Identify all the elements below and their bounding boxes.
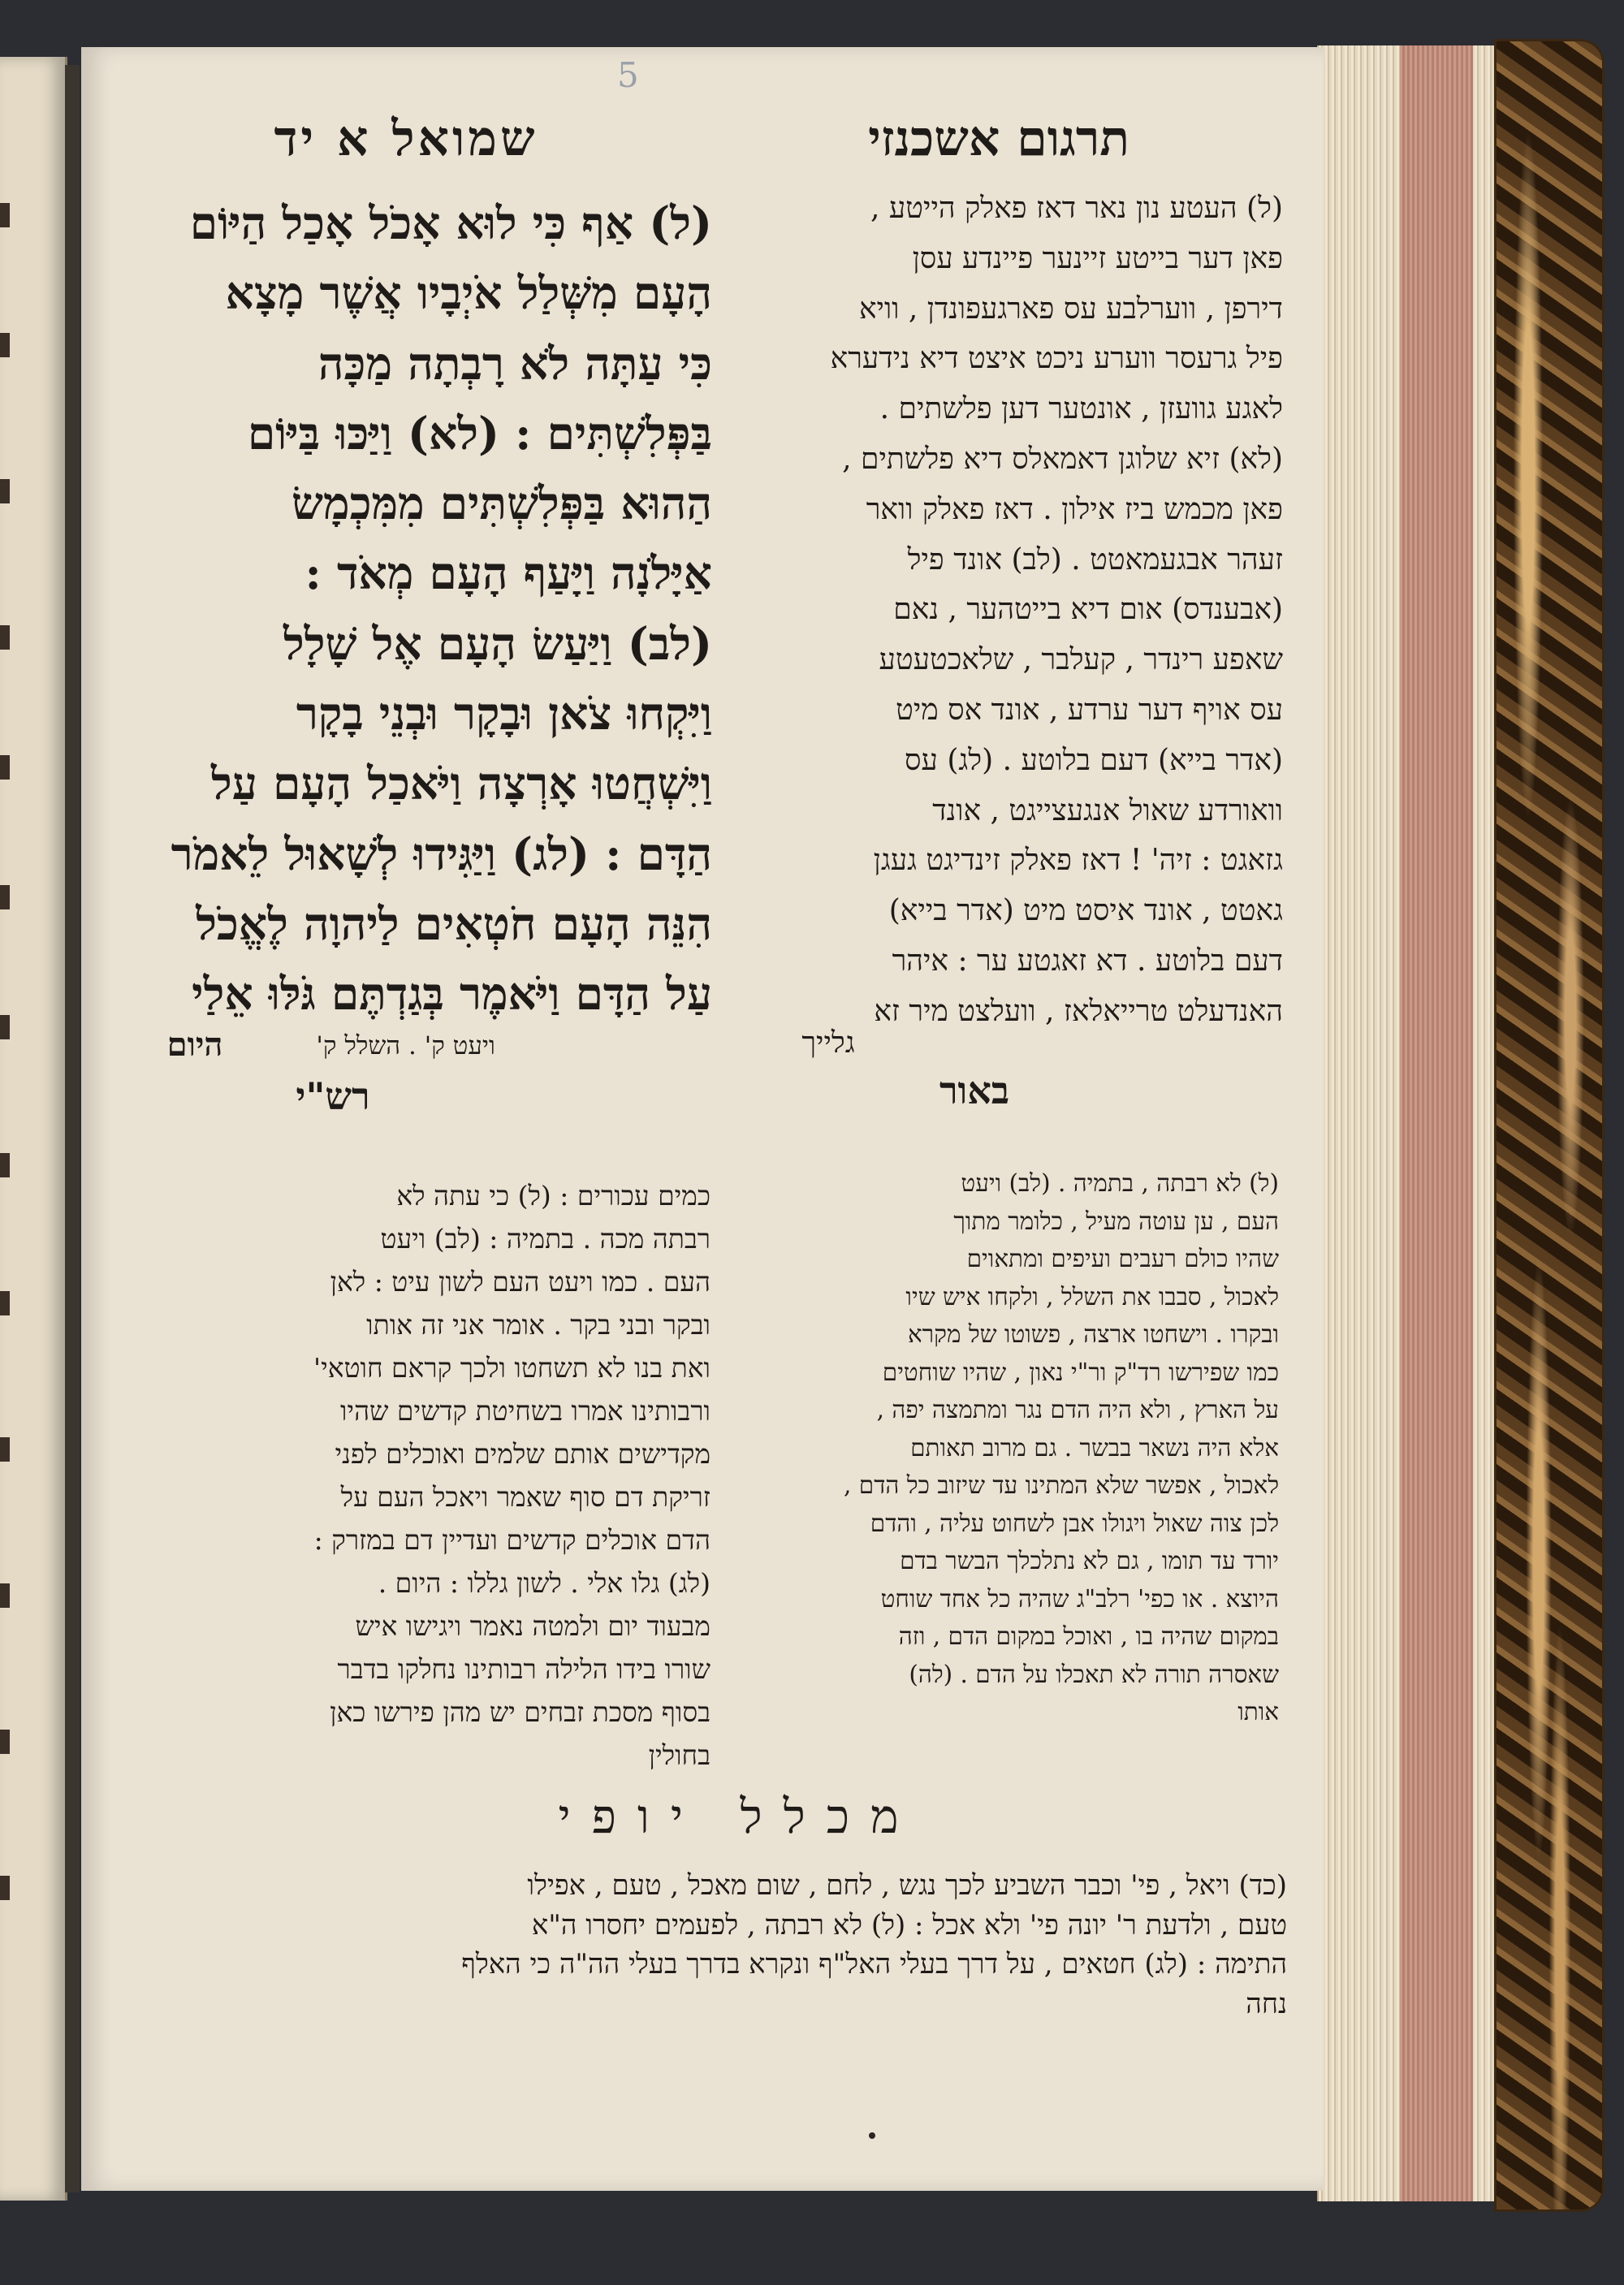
catchword-right: גלייך — [801, 1026, 855, 1060]
page-edges — [1317, 45, 1522, 2201]
catchword-left: היום — [166, 1026, 223, 1064]
pencil-page-number: 5 — [617, 55, 639, 95]
biur-commentary: (ל) לא רבתה , בתמיה . (לב) ויעט העם , ען עוטה מעיל , כלומר מתוך שהיו כולם רעבים ועיפים ומתאוים לאכול , סבבו את השלל , ולקחו איש שיו ובקרו . וישחטו ארצה , פשוטו של מקרא כמו שפירשו רד"ק ור"י נאון , שהיו שוחטים על הארץ , ולא היה הדם נגר ומתמצה יפה , אלא היה נשאר בבשר . גם מרוב תאותם לאכול , אפשר שלא המתינו עד שיזוב כל הדם , לכן צוה שאול ויגולו אבן לשחוט עליה , והדם יורד עד תומו , גם לא נתלכלך הבשר בדם היוצא . או כפי' רלב"ג שהיה כל אחד שוחט במקום שהיה בו , ואוכל במקום הדם , וזה שאסרה תורה לא תאכלו על הדם . (לה) אותו — [844, 1169, 1279, 1726]
catchword-left-note: ויעט ק' . השלל ק' — [316, 1031, 495, 1060]
scripture-text-column: (ל) אַף כִּי לוּא אָכֹל אָכַל הַיּוֹם הָעָם מִשְּׁלַל אֹיְבָיו אֲשֶׁר מָצָא כִּי עַתָּה לֹא רָבְתָה מַכָּה בַּפְּלִשְׁתִּים : (לא) וַיַּכּוּ בַּיּוֹם הַהוּא בַּפְּלִשְׁתִּים מִמִּכְמָשׂ אַיָּלֹנָה וַיָּעַף הָעָם מְאֹד : (לב) וַיַּעַשׂ הָעָם אֶל שָׁלָל וַיִּקְחוּ צֹאן וּבָקָר וּבְנֵי בָקָר וַיִּשְׁחֲטוּ אָרְצָה וַיֹּאכַל הָעָם עַל הַדָּם : (לג) וַיַּגִּידוּ לְשָׁאוּל לֵאמֹר הִנֵּה הָעָם חֹטְאִים לַיהוָה לֶאֱכֹל עַל הַדָּם וַיֹּאמֶר בְּגַדְתֶּם גֹּלּוּ אֵלַי — [171, 197, 712, 1021]
page-speck — [869, 2132, 875, 2139]
ashkenazi-translation-column: (ל) העטע נון נאר דאז פאלק הייטע , פאן דער בייטע זיינער פיינדע עסן דירפן , ווערלבע עס פארגעפונדן , וויא פיל גרעסר ווערע ניכט איצט דיא נידערא לאגע גוועזן , אונטער דען פלשתים . (לא) זיא שלוגן דאמאלס דיא פלשתים , פאן מכמש ביז אילון . דאז פאלק וואר זעהר אבגעמאטט . (לב) אונד פיל (אבענדס) אום דיא בייטהער , נאם שאפע רינדר , קעלבר , שלאכטעטע עס אויף דער ערדע , אונד אס מיט (אדר בייא) דעם בלוטע . (לג) עס וואורדע שאול אנגעצייגט , אונד גזאגט : זיה' ! דאז פאלק זינדיגט געגן גאטט , אונד איסט מיט (אדר בייא) דעם בלוטע . דא זאגטע ער : איהר האנדעלט טרייאלאז , וועלצט מיר זא — [830, 192, 1283, 1028]
header-targum-ashkenazi: תרגום אשכנזי — [868, 110, 1129, 167]
biur-heading: באור — [939, 1069, 1010, 1112]
book-page — [81, 47, 1324, 2191]
michlal-yofi-title: מכלל יופי — [558, 1789, 920, 1844]
rashi-commentary: כמים עכורים : (ל) כי עתה לא רבתה מכה . בתמיה : (לב) ויעט העם . כמו ויעט העם לשון עיט : לאן ובקר ובני בקר . אומר אני זה אותו ואת בנו לא תשחטו ולכך קראם חוטאי' ורבותינו אמרו בשחיטת קדשים שהיו מקדישים אותם שלמים ואוכלים לפני זריקת דם סוף שאמר ויאכל העם על הדם אוכלים קדשים ועדיין דם במזרק : (לג) גלו אלי . לשון גללו : היום . מבעוד יום ולמטה נאמר ויגישו איש שורו בידו הלילה רבותינו נחלקו בדבר בסוף מסכת זבחים יש מהן פירשו כאן בחולין — [313, 1180, 710, 1771]
header-shmuel: שמואל א יד — [274, 110, 538, 167]
rashi-heading: רש"י — [296, 1074, 370, 1118]
book-gutter — [65, 65, 80, 2192]
marbled-cover — [1494, 39, 1605, 2212]
michlal-yofi-text: (כד) ויאל , פי' וכבר השביע לכך נגש , לחם , שום מאכל , טעם , אפילו טעם , ולדעת ר' יונה פי' ולא אכל : (ל) לא רבתה , לפעמים יחסרו ה"א התימה : (לג) חטאים , על דרך בעלי האל"ף ונקרא בדרך בעלי הה"ה כי האלף נחה — [461, 1869, 1287, 2020]
facing-page-edge — [0, 57, 67, 2201]
